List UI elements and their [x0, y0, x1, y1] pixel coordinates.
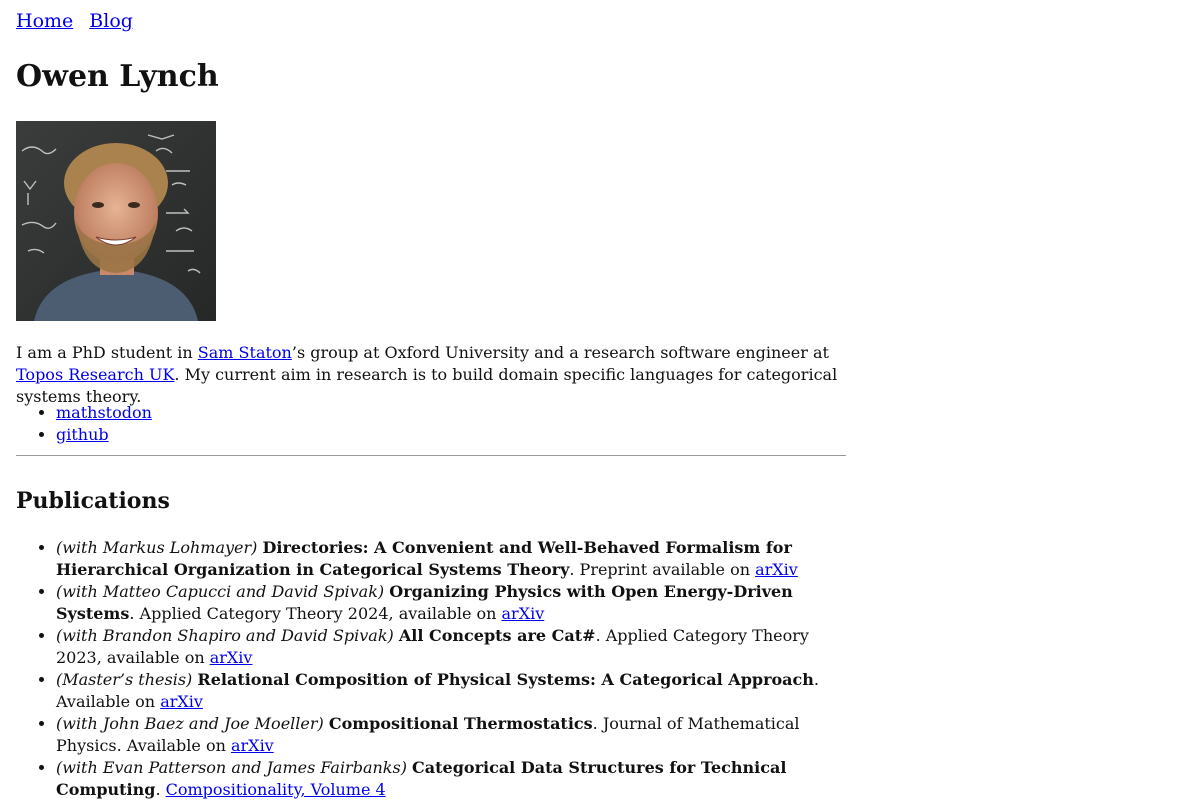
- topos-link[interactable]: Topos Research UK: [16, 365, 175, 384]
- publication-item: [56, 537, 846, 581]
- publication-authors: (with Evan Patterson and James Fairbanks): [56, 758, 407, 777]
- social-links: [16, 402, 152, 446]
- publication-link[interactable]: Compositionality, Volume 4: [165, 780, 386, 799]
- list-item: [56, 424, 152, 446]
- publication-title: Relational Composition of Physical Systems: A Categorical Approach: [197, 670, 814, 689]
- bio-paragraph: [16, 342, 846, 408]
- publication-authors: (with Matteo Capucci and David Spivak): [56, 582, 385, 601]
- bio-suffix: . My current aim in research is to build domain specific languages for categorical systems theory.: [16, 365, 838, 406]
- publication-venue: . Preprint available on: [569, 560, 756, 579]
- publication-authors: (with Markus Lohmayer): [56, 538, 258, 557]
- publication-title: All Concepts are Cat#: [398, 626, 596, 645]
- portrait-photo: [16, 121, 216, 321]
- mathstodon-link[interactable]: mathstodon: [56, 403, 152, 422]
- publication-venue: . Available on: [56, 670, 820, 711]
- publication-item: [56, 713, 846, 757]
- divider: [16, 455, 846, 456]
- publication-title: Compositional Thermostatics: [328, 714, 593, 733]
- top-nav: [16, 8, 149, 34]
- publication-link[interactable]: arXiv: [501, 604, 545, 623]
- publication-item: [56, 669, 846, 713]
- bio-prefix: I am a PhD student in: [16, 343, 198, 362]
- publication-title: Directories: A Convenient and Well-Behaved Formalism for Hierarchical Organization in Categorical Systems Theory: [56, 538, 792, 579]
- publication-link[interactable]: arXiv: [209, 648, 253, 667]
- publication-venue: . Journal of Mathematical Physics. Available on: [56, 714, 800, 755]
- publication-authors: (Master’s thesis): [56, 670, 193, 689]
- nav-home-link[interactable]: Home: [16, 10, 74, 32]
- advisor-link[interactable]: Sam Staton: [197, 343, 292, 362]
- nav-blog-link[interactable]: Blog: [89, 10, 133, 32]
- list-item: [56, 402, 152, 424]
- publication-title: Categorical Data Structures for Technical Computing: [56, 758, 787, 799]
- publications-heading: Publications: [16, 488, 170, 514]
- portrait-photo-illustration: [16, 121, 216, 321]
- publication-link[interactable]: arXiv: [230, 736, 274, 755]
- publication-item: [56, 581, 846, 625]
- publication-title: Organizing Physics with Open Energy-Driven Systems: [56, 582, 793, 623]
- page-title: Owen Lynch: [16, 59, 219, 94]
- publication-authors: (with Brandon Shapiro and David Spivak): [56, 626, 394, 645]
- publications-list: [16, 537, 846, 800]
- publication-venue: . Applied Category Theory 2024, available on: [129, 604, 502, 623]
- publication-link[interactable]: arXiv: [160, 692, 203, 711]
- publication-venue: . Applied Category Theory 2023, available on: [56, 626, 809, 667]
- github-link[interactable]: github: [56, 425, 109, 444]
- publication-item: [56, 757, 846, 800]
- publication-item: [56, 625, 846, 669]
- publication-authors: (with John Baez and Joe Moeller): [56, 714, 324, 733]
- bio-middle: ’s group at Oxford University and a research software engineer at: [291, 343, 829, 362]
- publication-link[interactable]: arXiv: [755, 560, 798, 579]
- publication-venue: .: [155, 780, 166, 799]
